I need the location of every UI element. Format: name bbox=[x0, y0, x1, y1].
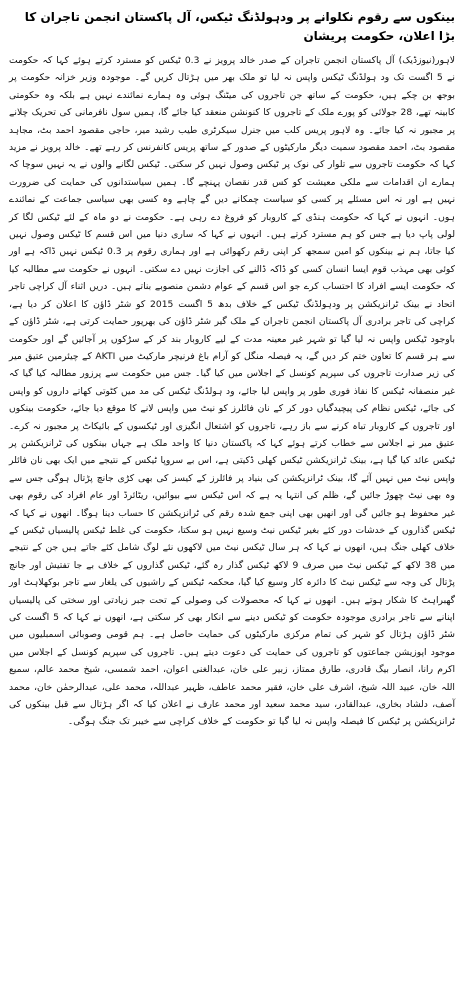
article-body: لاہور(نیوزڈیک) آل پاکستان انجمن تاجران کے صدر خالد پرویز نے 0.3 ٹیکس کو مسترد کرتے ہوئے کہا کہ حکومت نے 5 اگست تک ود ہولڈنگ ٹیکس واپس نہ لیا تو ملک بھر میں ہڑتال کریں گے۔ موجودہ وزیر خزانہ حکومت پر بوجھ بن چکے ہیں، حکومت کے ساتھ جن تاجروں کی میٹنگ ہوئی وہ ہمارے نمائندے نہیں ہے بلکہ وہ حکومتی کابینہ تھے، 28 جولائی کو پورے ملک کے تاجروں کا کنونشن منعقد کیا جائے گا، ہمیں سول نافرمانی کی تحریک چلانے پر مجبور نہ کیا جائے۔ وہ لاہور پریس کلب میں جنرل سیکرٹری طیب رشید میر، حاجی مقصود احمد بٹ، مجاہد مقصود بٹ، احمد مقصود سمیت دیگر مارکیٹوں کے صدور کے ساتھ پریس کانفرنس کر رہے تھے۔ خالد پرویز نے مزید کہا کہ حکومت تاجروں سے تلوار کی نوک پر ٹیکس وصول نہیں کر سکتی۔ ٹیکس لگانے والوں نے یہ نہیں سوچا کہ ہمارے ان اقدامات سے ملکی معیشت کو کس قدر نقصان پہنچے گا۔ ہمیں سیاستدانوں کی حمایت کی ضرورت نہیں ہے اور نہ اس مسئلے پر کسی کو سیاست چمکانے دیں گے چاہے وہ کسی بھی سیاسی جماعت کے نمائندے ہوں۔ انہوں نے کہا کہ حکومت ہنڈی کے کاروبار کو فروغ دے رہی ہے۔ حکومت نے دو ماہ کے لئے ٹیکس لگا کر لولی پاپ دیا ہے جس کو ہم مسترد کرتے ہیں۔ انہوں نے کہا کہ ساری دنیا میں اس قسم کا ٹیکس وصول نہیں کیا جاتا، ہم نے بینکوں کو امین سمجھ کر اپنی رقم رکھوائی ہے اور ہماری رقوم پر 0.3 ٹیکس نہیں ڈاکہ ہے اور کوئی بھی مہذب قوم ایسا انسان کسی کو ڈاکہ ڈالنے کی اجازت نہیں دے سکتی۔ انہوں نے حکومت سے مطالبہ کیا کہ حکومت ایسے افراد کا احتساب کرے جو اس قسم کے عوام دشمن منصوبے بناتے ہیں۔ دریں اثناء آل کراچی تاجر اتحاد نے بینک ٹرانزیکشن پر ودہولڈنگ ٹیکس کے خلاف بدھ 5 اگست 2015 کو شٹر ڈاؤن کا اعلان کر دیا ہے، کراچی کی تاجر برادری آل پاکستان انجمن تاجران کے ملک گیر شٹر ڈاؤن کی بھرپور حمایت کرتی ہے، شٹر ڈاؤن کے باوجود ٹیکس واپس نہ لیا گیا تو شہر غیر معینہ مدت کے لیے کاروبار بند کر کے سڑکوں پر آجائیں گے اور حکومت سے ہر قسم کا تعاون ختم کر دیں گے، یہ فیصلہ منگل کو آرام باغ فرنیچر مارکیٹ میں AKTI کے چیئرمین عتیق میر کی زیر صدارت تاجروں کی سپریم کونسل کے اجلاس میں کیا گیا۔ جس میں حکومت سے پرزور مطالبہ کیا گیا کہ غیر منصفانہ ٹیکس کا نفاذ فوری طور پر واپس لیا جائے، ود ہولڈنگ ٹیکس کی مد میں کٹوتی کھاتے داروں کو واپس کی جائے، ٹیکس نظام کی پیچیدگیاں دور کر کے نان فائلرز کو نیٹ میں واپس لانے کا موقع دیا جائے، حکومت بینکوں اور تاجروں کے کاروبار تباہ کرنے سے باز رہے، تاجروں کو اشتعال انگیزی اور ٹیکسوں کے بائیکاٹ پر مجبور نہ کرے۔ عتیق میر نے اجلاس سے خطاب کرتے ہوئے کہا کہ پاکستان دنیا کا واحد ملک ہے جہاں بینکوں کی ٹرانزیکشن پر ٹیکس عائد کیا گیا ہے، بینک ٹرانزیکشن ٹیکس کھلی ڈکیتی ہے، اس بے سروپا ٹیکس کے نتیجے میں ایک بھی نان فائلر واپس نیٹ میں نہیں آئے گا، بینک ٹرانزیکشن کی بنیاد پر فائلرز کے کیسز کی بھی کڑی جانچ پڑتال ہوگی جس سے وہ بھی نیٹ چھوڑ جائیں گے، ظلم کی انتہا یہ ہے کہ اس ٹیکس سے بیوائیں، ریٹائرڈ اور عام افراد کی رقوم بھی غیر محفوظ ہو جائیں گی اور انھیں بھی اپنی جمع شدہ رقم کی ٹرانزیکشن کا حساب دینا ہوگا۔ انھوں نے کہا کہ ٹیکس گذاروں کے خدشات دور کئے بغیر ٹیکس نیٹ وسیع نہیں ہو سکتا، حکومت کی غلط ٹیکس پالیسیاں ٹیکس کے خلاف کھلی جنگ ہیں، انھوں نے کہا کہ ہر سال ٹیکس نیٹ میں لاکھوں نئے لوگ شامل کئے جاتے ہیں جن کے نتیجے میں 38 لاکھ کے ٹیکس نیٹ میں صرف 9 لاکھ ٹیکس گذار رہ گئے، ٹیکس گذاروں کے خلاف بے جا تفتیش اور جانچ پڑتال کی وجہ سے ٹیکس نیٹ کا دائرہ کار وسیع کیا گیا، محکمہ ٹیکس کے راشیوں کی یلغار سے تاجر بوکھلاہٹ اور گھبراہٹ کا شکار ہوتے ہیں۔ انھوں نے کہا کہ محصولات کی وصولی کے تحت جبر زیادتی اور سختی کی پالیسیاں اپنانے سے تاجر برادری موجودہ حکومت کو ٹیکس دینے سے انکار بھی کر سکتی ہے، انھوں نے کہا کہ 5 اگست کی شٹر ڈاؤن ہڑتال کو شہر کی تمام مرکزی مارکیٹوں کی حمایت حاصل ہے۔ ہم قومی وصوبائی اسمبلیوں میں موجود اپوزیشن جماعتوں کو تاجروں کی حمایت کی دعوت دیتے ہیں۔ تاجروں کی سپریم کونسل کے اجلاس میں اکرم رانا، انصار بیگ قادری، طارق ممتاز، زبیر علی خان، عبدالغنی اعوان، احمد شمسی، شیخ محمد عالم، سمیع اللہ خان، عبید اللہ شیخ، اشرف علی خان، فقیر محمد عاطف، ظہیر عبداللہ، محمد علی، عبدالرحمٰن خان، محمد آصف، دلشاد بخاری، عبدالقادر، سید محمد سعید اور محمد عارف نے اعلان کیا کہ اگر ہڑتال سے قبل بینکوں کی ٹرانزیکشن پر ٹیکس کا فیصلہ واپس نہ لیا گیا تو حکومت کے خلاف کراچی سے خیبر تک جنگ ہوگی۔ bbox=[9, 55, 456, 728]
article-headline: بینکوں سے رقوم نکلوانے پر ودہولڈنگ ٹیکس، آل پاکستان انجمن تاجران کا بڑا اعلان، حکومت پریشان bbox=[24, 10, 455, 43]
